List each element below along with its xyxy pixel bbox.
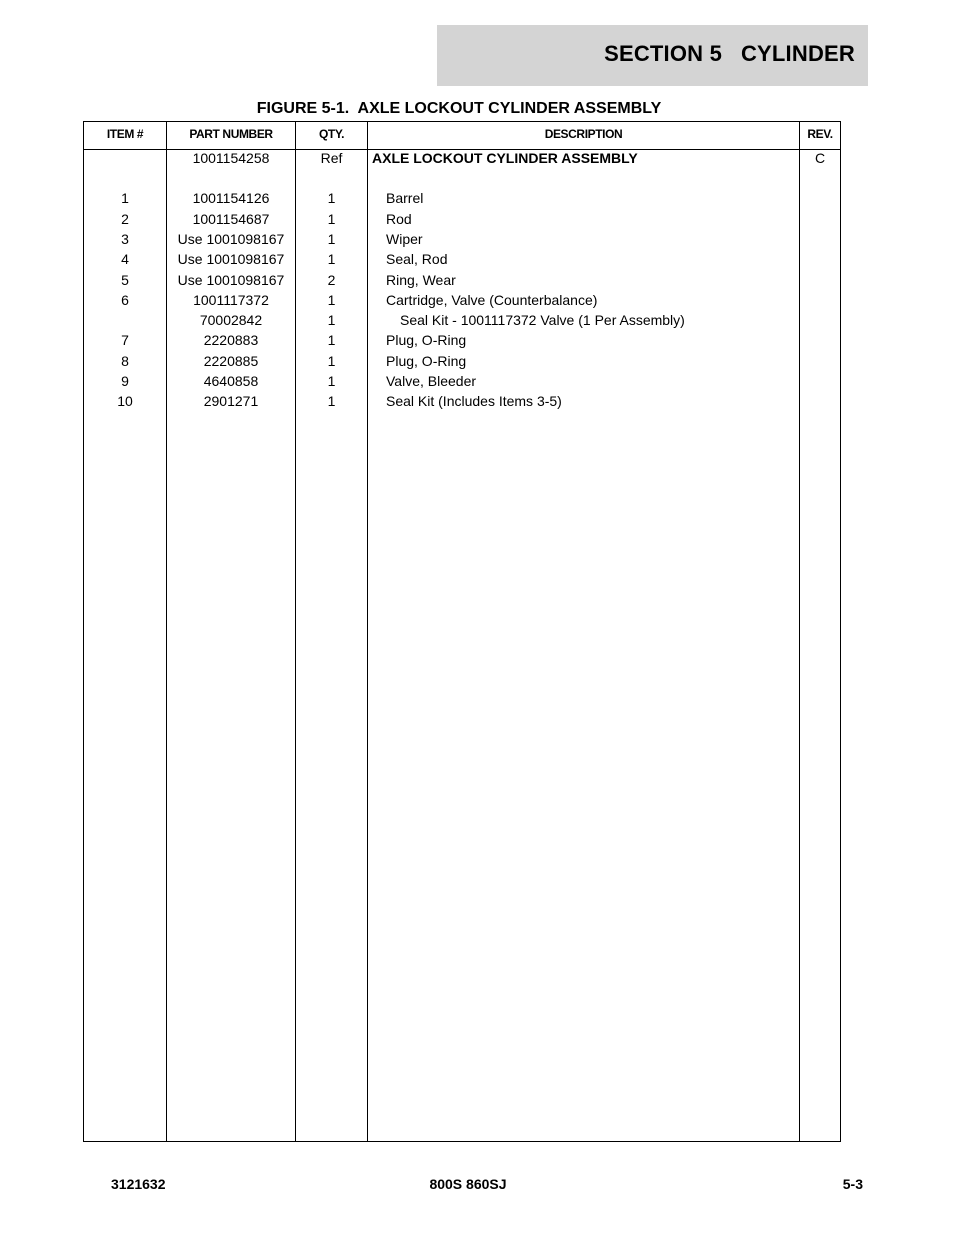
- part-number: 2901271: [203, 393, 259, 409]
- figure-title: FIGURE 5-1. AXLE LOCKOUT CYLINDER ASSEMBLY: [256, 100, 662, 117]
- quantity: 1: [327, 190, 336, 206]
- header-item: ITEM #: [106, 127, 144, 141]
- quantity: 1: [327, 251, 336, 267]
- description: Valve, Bleeder: [386, 373, 477, 389]
- quantity: 1: [327, 211, 336, 227]
- quantity: 1: [327, 353, 336, 369]
- part-number: 1001154126: [192, 190, 270, 206]
- item-number: 8: [121, 353, 129, 369]
- description: Plug, O-Ring: [386, 332, 467, 348]
- item-number: 9: [121, 373, 129, 389]
- part-number: 70002842: [199, 312, 263, 328]
- description: Seal Kit (Includes Items 3-5): [386, 393, 562, 409]
- header-description: DESCRIPTION: [544, 127, 623, 141]
- section-title: SECTION 5 CYLINDER: [604, 41, 855, 66]
- part-number: 2220883: [203, 332, 259, 348]
- table-row: [84, 229, 840, 249]
- part-number: Use 1001098167: [177, 272, 285, 288]
- revision: C: [814, 150, 826, 166]
- description: Rod: [386, 211, 412, 227]
- description: AXLE LOCKOUT CYLINDER ASSEMBLY: [372, 150, 638, 166]
- quantity: 1: [327, 393, 336, 409]
- footer-page-number: 5-3: [842, 1176, 863, 1192]
- section-banner: [437, 25, 868, 86]
- table-row: [84, 391, 840, 411]
- table-row: [84, 290, 840, 310]
- part-number: Use 1001098167: [177, 251, 285, 267]
- part-number: 2220885: [203, 353, 259, 369]
- description: Barrel: [386, 190, 424, 206]
- header-qty: QTY.: [318, 127, 345, 141]
- item-number: 10: [117, 393, 133, 409]
- footer-model: 800S 860SJ: [429, 1176, 507, 1192]
- part-number: 4640858: [203, 373, 259, 389]
- table-row: [84, 330, 840, 350]
- item-number: 3: [121, 231, 129, 247]
- footer-doc-number: 3121632: [111, 1176, 166, 1192]
- part-number: 1001117372: [193, 292, 269, 308]
- description: Seal Kit - 1001117372 Valve (1 Per Assembly): [400, 312, 685, 328]
- quantity: 1: [327, 312, 336, 328]
- description: Wiper: [386, 231, 423, 247]
- header-part-number: PART NUMBER: [189, 127, 273, 141]
- quantity: 1: [327, 373, 336, 389]
- parts-table: [83, 121, 841, 1142]
- item-number: 4: [121, 251, 129, 267]
- item-number: 7: [121, 332, 129, 348]
- part-number: 1001154258: [192, 150, 270, 166]
- part-number: 1001154687: [192, 211, 270, 227]
- description: Seal, Rod: [386, 251, 448, 267]
- header-rev: REV.: [807, 127, 833, 141]
- quantity: 1: [327, 292, 336, 308]
- part-number: Use 1001098167: [177, 231, 285, 247]
- item-number: 2: [121, 211, 129, 227]
- item-number: 5: [121, 272, 129, 288]
- table-row: [84, 249, 840, 269]
- description: Ring, Wear: [386, 272, 456, 288]
- table-row: [84, 351, 840, 371]
- table-row: [84, 310, 840, 330]
- description: Cartridge, Valve (Counterbalance): [386, 292, 598, 308]
- quantity: 2: [327, 272, 336, 288]
- item-number: 6: [121, 292, 129, 308]
- quantity: Ref: [320, 150, 343, 166]
- table-row: [84, 148, 840, 168]
- description: Plug, O-Ring: [386, 353, 467, 369]
- table-row: [84, 209, 840, 229]
- item-number: 1: [121, 190, 129, 206]
- quantity: 1: [327, 332, 336, 348]
- table-row: [84, 270, 840, 290]
- table-row: [84, 371, 840, 391]
- table-row: [84, 188, 840, 208]
- quantity: 1: [327, 231, 336, 247]
